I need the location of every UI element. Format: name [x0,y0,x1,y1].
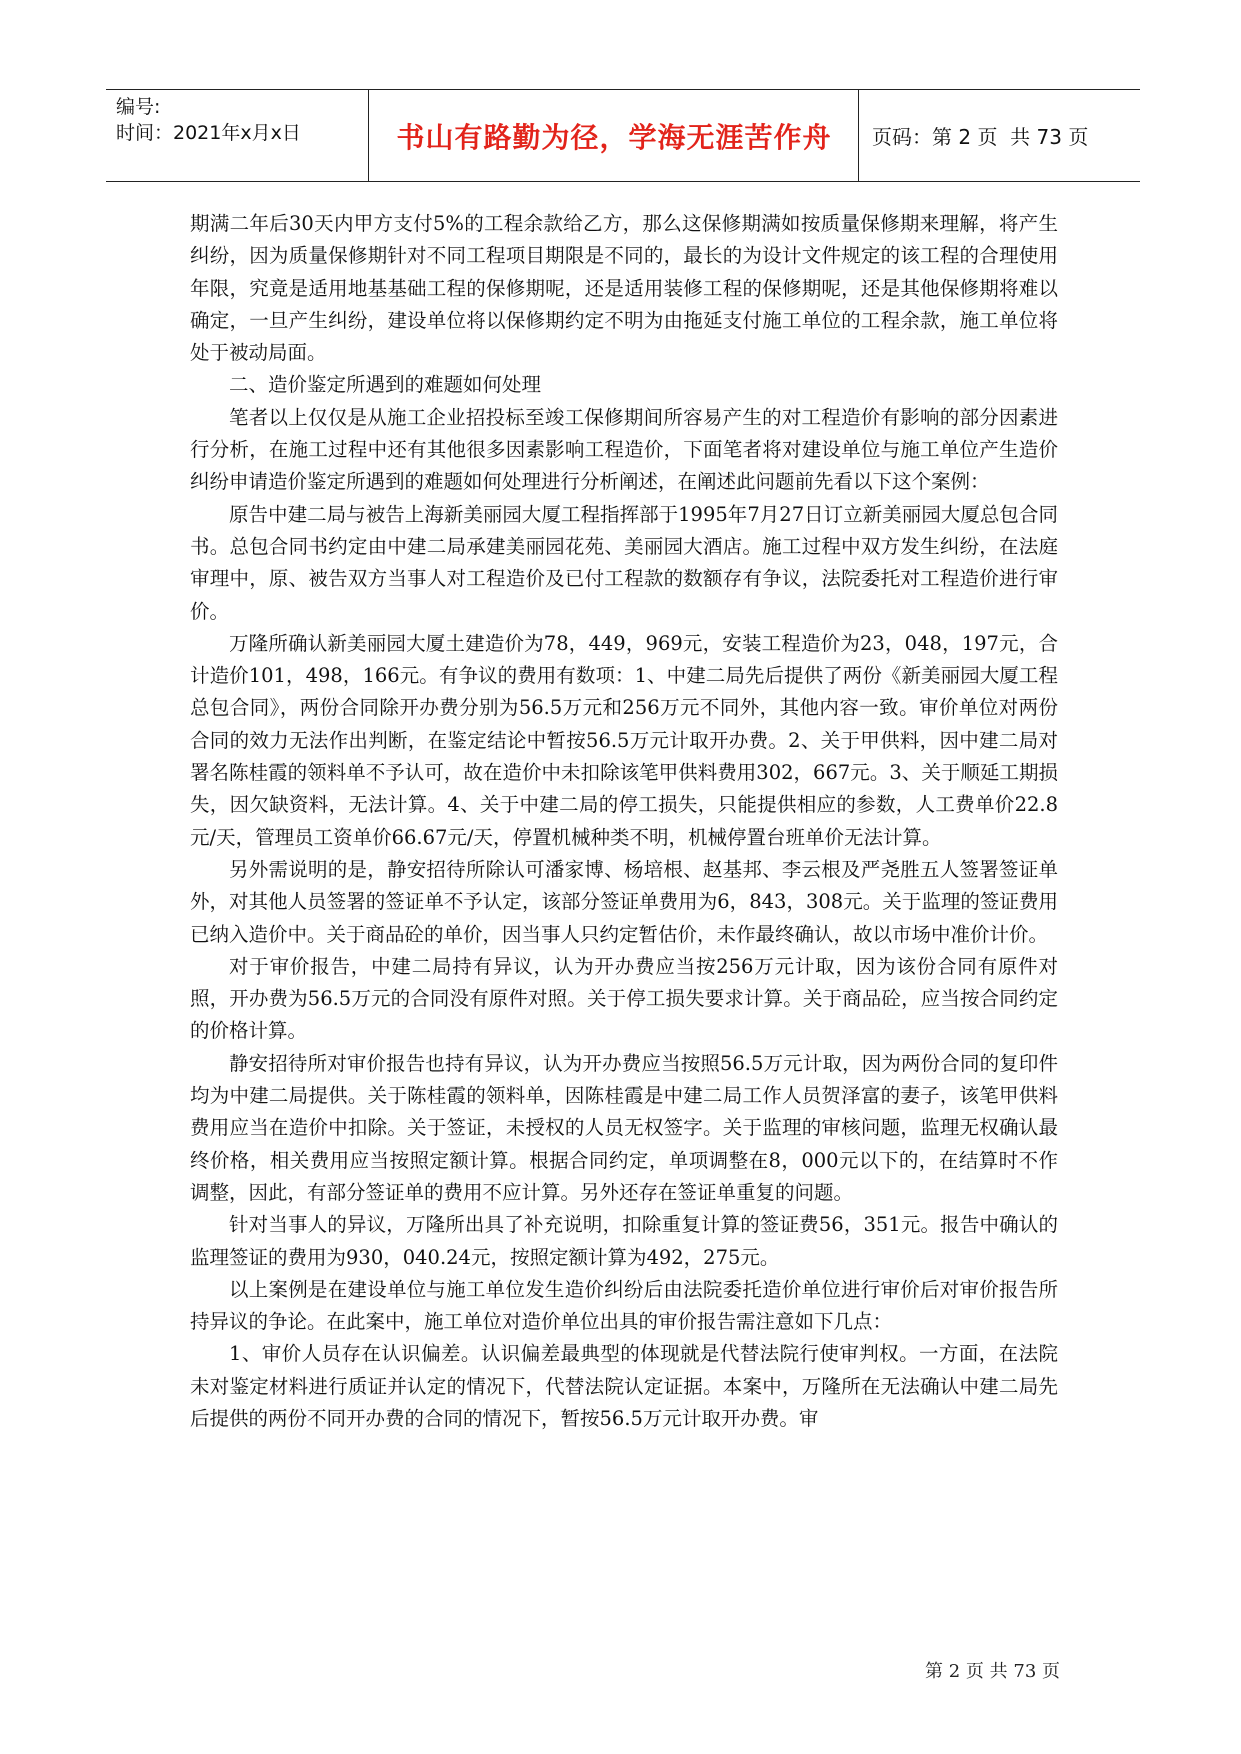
header-divider [368,90,369,181]
header-divider [858,90,859,181]
document-number-label: 编号: [116,96,161,118]
page-footer: 第 2 页 共 73 页 [925,1661,1060,1682]
header-page-info [872,90,1088,181]
section-heading: 二、造价鉴定所遇到的难题如何处理 [229,373,542,397]
body-paragraph: 期满二年后30天内甲方支付5%的工程余款给乙方，那么这保修期满如按质量保修期来理解，将产生纠纷，因为质量保修期针对不同工程项目期限是不同的，最长的为设计文件规定的该工程的合理使用年限，究竟是适用地基基础工程的保修期呢，还是适用装修工程的保修期呢，还是其他保修期将难以确定，一旦产生纠纷，建设单位将以保修期约定不明为由拖延支付施工单位的工程余款，施工单位将处于被动局面。 [190,212,1058,365]
body-paragraph: 静安招待所对审价报告也持有异议，认为开办费应当按照56.5万元计取，因为两份合同的复印件均为中建二局提供。关于陈桂霞的领料单，因陈桂霞是中建二局工作人员贺泽富的妻子，该笔甲供料费用应当在造价中扣除。关于签证，未授权的人员无权签字。关于监理的审核问题，监理无权确认最终价格，相关费用应当按照定额计算。根据合同约定，单项调整在8，000元以下的，在结算时不作调整，因此，有部分签证单的费用不应计算。另外还存在签证单重复的问题。 [190,1051,1058,1204]
body-paragraph: 以上案例是在建设单位与施工单位发生造价纠纷后由法院委托造价单位进行审价后对审价报告所持异议的争论。在此案中，施工单位对造价单位出具的审价报告需注意如下几点： [190,1277,1058,1334]
body-paragraph: 针对当事人的异议，万隆所出具了补充说明，扣除重复计算的签证费56，351元。报告中确认的监理签证的费用为930，040.24元，按照定额计算为492，275元。 [190,1213,1058,1269]
body-paragraph: 对于审价报告，中建二局持有异议，认为开办费应当按256万元计取，因为该份合同有原件对照，开办费为56.5万元的合同没有原件对照。关于停工损失要求计算。关于商品砼，应当按合同约定的价格计算。 [190,954,1058,1043]
body-paragraph: 万隆所确认新美丽园大厦土建造价为78，449，969元，安装工程造价为23，048，197元，合计造价101，498，166元。有争议的费用有数项：1、中建二局先后提供了两份《新美丽园大厦工程总包合同》，两份合同除开办费分别为56.5万元和256万元不同外，其他内容一致。审价单位对两份合同的效力无法作出判断，在鉴定结论中暂按56.5万元计取开办费。2、关于甲供料，因中建二局对署名陈桂霞的领料单不予认可，故在造价中未扣除该笔甲供料费用302，667元。3、关于顺延工期损失，因欠缺资料，无法计算。4、关于中建二局的停工损失，只能提供相应的参数，人工费单价22.8元/天，管理员工资单价66.67元/天，停置机械种类不明，机械停置台班单价无法计算。 [190,631,1058,849]
body-paragraph: 原告中建二局与被告上海新美丽园大厦工程指挥部于1995年7月27日订立新美丽园大厦总包合同书。总包合同书约定由中建二局承建美丽园花苑、美丽园大酒店。施工过程中双方发生纠纷，在法庭审理中，原、被告双方当事人对工程造价及已付工程款的数额存有争议，法院委托对工程造价进行审价。 [190,502,1058,623]
header-meta [116,94,366,146]
page-header [106,89,1140,182]
body-paragraph: 笔者以上仅仅是从施工企业招投标至竣工保修期间所容易产生的对工程造价有影响的部分因素进行分析，在施工过程中还有其他很多因素影响工程造价，下面笔者将对建设单位与施工单位产生造价纠纷申请造价鉴定所遇到的难题如何处理进行分析阐述，在阐述此问题前先看以下这个案例： [190,405,1058,494]
header-page-label: 页码：第 2 页 共 73 页 [872,125,1089,149]
header-motto: 书山有路勤为径，学海无涯苦作舟 [396,120,832,154]
document-body [190,208,1058,1435]
body-paragraph: 1、审价人员存在认识偏差。认识偏差最典型的体现就是代替法院行使审判权。一方面，在法院未对鉴定材料进行质证并认定的情况下，代替法院认定证据。本案中，万隆所在无法确认中建二局先后提供的两份不同开办费的合同的情况下，暂按56.5万元计取开办费。审 [190,1342,1058,1430]
body-paragraph: 另外需说明的是，静安招待所除认可潘家博、杨培根、赵基邦、李云根及严尧胜五人签署签证单外，对其他人员签署的签证单不予认定，该部分签证单费用为6，843，308元。关于监理的签证费用已纳入造价中。关于商品砼的单价，因当事人只约定暂估价，未作最终确认，故以市场中准价计价。 [190,857,1058,946]
document-time-label: 时间：2021年x月x日 [116,122,301,144]
